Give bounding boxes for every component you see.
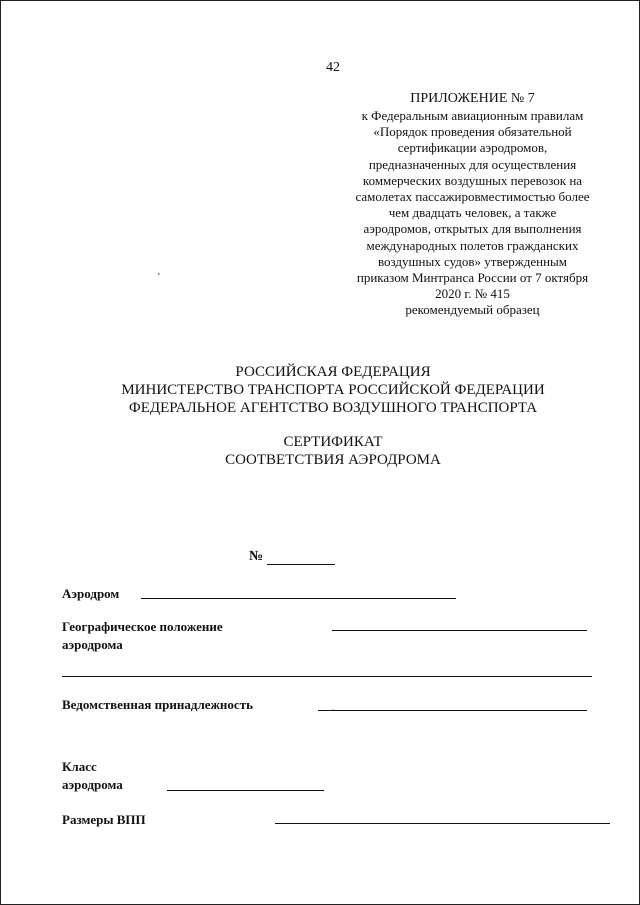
appendix-line: воздушных судов» утвержденным (377, 253, 568, 269)
class-label-line1: Класс (62, 759, 97, 774)
certificate-title: СЕРТИФИКАТ (283, 434, 383, 450)
appendix-title: ПРИЛОЖЕНИЕ № 7 (410, 91, 535, 106)
affiliation-label: Ведомственная принадлежность (62, 697, 253, 712)
appendix-line: аэродромов, открытых для выполнения (363, 221, 582, 237)
header-country: РОССИЙСКАЯ ФЕДЕРАЦИЯ (235, 364, 431, 380)
appendix-block (330, 90, 615, 319)
certificate-title-block (0, 433, 640, 469)
header-ministry: МИНИСТЕРСТВО ТРАНСПОРТА РОССИЙСКОЙ ФЕДЕРАЦИИ (121, 382, 545, 398)
class-field-line[interactable] (167, 790, 324, 791)
appendix-line: 2020 г. № 415 (435, 286, 510, 302)
appendix-line: к Федеральным авиационным правилам (361, 108, 584, 123)
appendix-line: предназначенных для осуществления (368, 156, 577, 172)
geo-location-field-line[interactable] (332, 630, 587, 631)
page-number: 42 (326, 60, 340, 75)
appendix-line: приказом Минтранса России от 7 октября (356, 270, 589, 286)
appendix-line: «Порядок проведения обязательной (373, 124, 572, 140)
appendix-line: международных полетов гражданских (366, 237, 579, 253)
header-agency: ФЕДЕРАЛЬНОЕ АГЕНТСТВО ВОЗДУШНОГО ТРАНСПОРТА (128, 400, 538, 416)
appendix-line: рекомендуемый образец (405, 302, 540, 318)
runway-size-field-line[interactable] (275, 823, 610, 824)
appendix-line: коммерческих воздушных перевозок на (362, 172, 583, 188)
geo-location-label-line1: Географическое положение (62, 619, 223, 634)
geo-location-field-line-2[interactable] (62, 676, 592, 677)
runway-size-label: Размеры ВПП (62, 812, 146, 827)
number-sign-label: № (249, 549, 264, 564)
aerodrome-label: Аэродром (62, 586, 120, 601)
aerodrome-field-line[interactable] (141, 598, 456, 599)
geo-location-label-line2: аэродрома (62, 637, 123, 652)
appendix-line: сертификации аэродромов, (397, 140, 548, 156)
certificate-subtitle: СООТВЕТСТВИЯ АЭРОДРОМА (225, 452, 441, 468)
appendix-line: чем двадцать человек, а также (388, 205, 557, 221)
appendix-line: самолетах пассажировместимостью более (355, 189, 590, 205)
authority-headers (0, 363, 640, 417)
dot-mark: . (332, 703, 335, 713)
affiliation-field-line[interactable] (318, 710, 587, 711)
stray-mark: ' (158, 272, 160, 283)
class-label-line2: аэродрома (62, 777, 123, 792)
number-field-line[interactable] (267, 564, 335, 565)
